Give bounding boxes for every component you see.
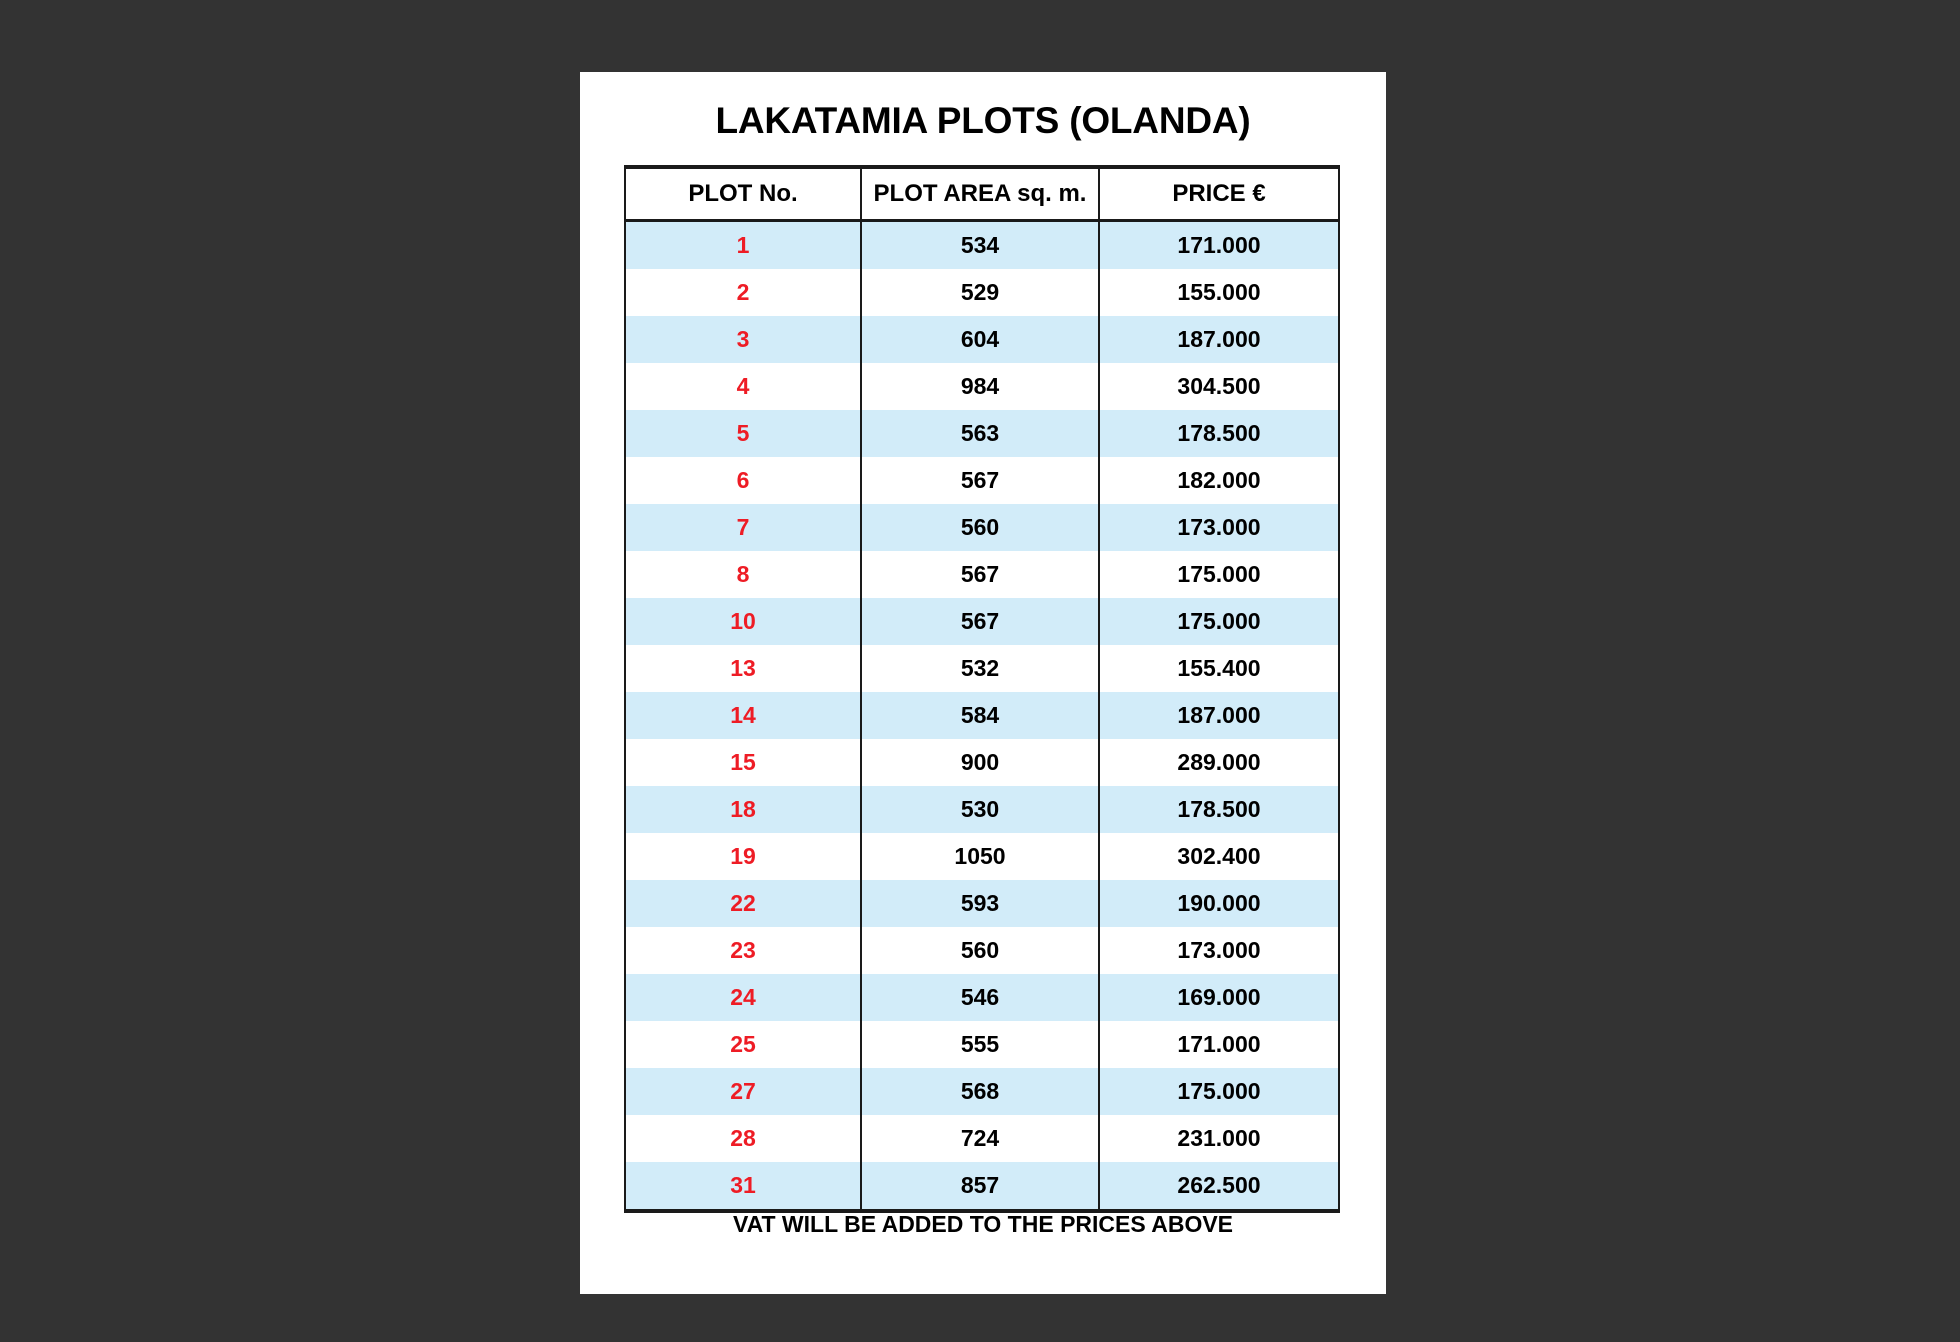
cell-plot-area: 534 bbox=[861, 221, 1099, 270]
cell-plot-no: 14 bbox=[625, 692, 861, 739]
cell-price: 155.400 bbox=[1099, 645, 1339, 692]
cell-plot-no: 28 bbox=[625, 1115, 861, 1162]
cell-plot-no: 25 bbox=[625, 1021, 861, 1068]
cell-plot-no: 13 bbox=[625, 645, 861, 692]
cell-price: 178.500 bbox=[1099, 786, 1339, 833]
cell-plot-no: 18 bbox=[625, 786, 861, 833]
cell-price: 190.000 bbox=[1099, 880, 1339, 927]
table-row bbox=[625, 974, 1339, 1021]
cell-price: 155.000 bbox=[1099, 269, 1339, 316]
plot-price-table bbox=[624, 165, 1340, 1213]
cell-plot-no: 27 bbox=[625, 1068, 861, 1115]
cell-plot-area: 1050 bbox=[861, 833, 1099, 880]
cell-plot-no: 5 bbox=[625, 410, 861, 457]
cell-plot-area: 857 bbox=[861, 1162, 1099, 1211]
cell-plot-area: 900 bbox=[861, 739, 1099, 786]
table-row bbox=[625, 410, 1339, 457]
table-row bbox=[625, 269, 1339, 316]
table-row bbox=[625, 739, 1339, 786]
table-row bbox=[625, 833, 1339, 880]
cell-plot-area: 584 bbox=[861, 692, 1099, 739]
page-title: LAKATAMIA PLOTS (OLANDA) bbox=[715, 100, 1251, 141]
table-row bbox=[625, 363, 1339, 410]
cell-price: 175.000 bbox=[1099, 598, 1339, 645]
table-row bbox=[625, 598, 1339, 645]
table-row bbox=[625, 457, 1339, 504]
cell-price: 173.000 bbox=[1099, 927, 1339, 974]
cell-plot-area: 546 bbox=[861, 974, 1099, 1021]
table-row bbox=[625, 1162, 1339, 1211]
cell-plot-area: 567 bbox=[861, 551, 1099, 598]
table-header-row bbox=[625, 167, 1339, 221]
table-row bbox=[625, 551, 1339, 598]
cell-plot-area: 567 bbox=[861, 457, 1099, 504]
cell-plot-area: 724 bbox=[861, 1115, 1099, 1162]
cell-plot-no: 2 bbox=[625, 269, 861, 316]
table-row bbox=[625, 645, 1339, 692]
table-header bbox=[625, 167, 1339, 221]
price-list-sheet bbox=[580, 72, 1386, 1294]
table-row bbox=[625, 1115, 1339, 1162]
cell-plot-area: 560 bbox=[861, 504, 1099, 551]
table-row bbox=[625, 316, 1339, 363]
cell-plot-no: 19 bbox=[625, 833, 861, 880]
cell-plot-no: 31 bbox=[625, 1162, 861, 1211]
table-row bbox=[625, 1021, 1339, 1068]
cell-plot-no: 22 bbox=[625, 880, 861, 927]
cell-plot-area: 563 bbox=[861, 410, 1099, 457]
table-row bbox=[625, 786, 1339, 833]
cell-price: 178.500 bbox=[1099, 410, 1339, 457]
cell-plot-area: 560 bbox=[861, 927, 1099, 974]
cell-price: 304.500 bbox=[1099, 363, 1339, 410]
cell-price: 171.000 bbox=[1099, 221, 1339, 270]
cell-plot-no: 1 bbox=[625, 221, 861, 270]
cell-price: 187.000 bbox=[1099, 692, 1339, 739]
table-row bbox=[625, 221, 1339, 270]
table-row bbox=[625, 692, 1339, 739]
cell-plot-no: 3 bbox=[625, 316, 861, 363]
cell-plot-no: 6 bbox=[625, 457, 861, 504]
cell-price: 173.000 bbox=[1099, 504, 1339, 551]
cell-price: 262.500 bbox=[1099, 1162, 1339, 1211]
cell-plot-area: 593 bbox=[861, 880, 1099, 927]
cell-plot-area: 532 bbox=[861, 645, 1099, 692]
cell-plot-area: 530 bbox=[861, 786, 1099, 833]
table-row bbox=[625, 1068, 1339, 1115]
table-row bbox=[625, 880, 1339, 927]
cell-plot-area: 984 bbox=[861, 363, 1099, 410]
cell-plot-area: 529 bbox=[861, 269, 1099, 316]
column-header-plot-no: PLOT No. bbox=[625, 167, 861, 221]
table-row bbox=[625, 504, 1339, 551]
table-body bbox=[625, 221, 1339, 1212]
cell-plot-area: 567 bbox=[861, 598, 1099, 645]
cell-plot-no: 4 bbox=[625, 363, 861, 410]
cell-plot-area: 555 bbox=[861, 1021, 1099, 1068]
cell-price: 175.000 bbox=[1099, 551, 1339, 598]
cell-plot-no: 15 bbox=[625, 739, 861, 786]
cell-plot-no: 24 bbox=[625, 974, 861, 1021]
cell-price: 302.400 bbox=[1099, 833, 1339, 880]
cell-plot-no: 23 bbox=[625, 927, 861, 974]
cell-price: 289.000 bbox=[1099, 739, 1339, 786]
cell-plot-area: 604 bbox=[861, 316, 1099, 363]
vat-note: VAT WILL BE ADDED TO THE PRICES ABOVE bbox=[732, 1211, 1234, 1237]
cell-price: 182.000 bbox=[1099, 457, 1339, 504]
cell-price: 169.000 bbox=[1099, 974, 1339, 1021]
column-header-price: PRICE € bbox=[1099, 167, 1339, 221]
cell-price: 171.000 bbox=[1099, 1021, 1339, 1068]
column-header-plot-area: PLOT AREA sq. m. bbox=[861, 167, 1099, 221]
cell-price: 231.000 bbox=[1099, 1115, 1339, 1162]
cell-plot-area: 568 bbox=[861, 1068, 1099, 1115]
cell-price: 175.000 bbox=[1099, 1068, 1339, 1115]
cell-plot-no: 10 bbox=[625, 598, 861, 645]
cell-plot-no: 7 bbox=[625, 504, 861, 551]
cell-price: 187.000 bbox=[1099, 316, 1339, 363]
cell-plot-no: 8 bbox=[625, 551, 861, 598]
table-row bbox=[625, 927, 1339, 974]
